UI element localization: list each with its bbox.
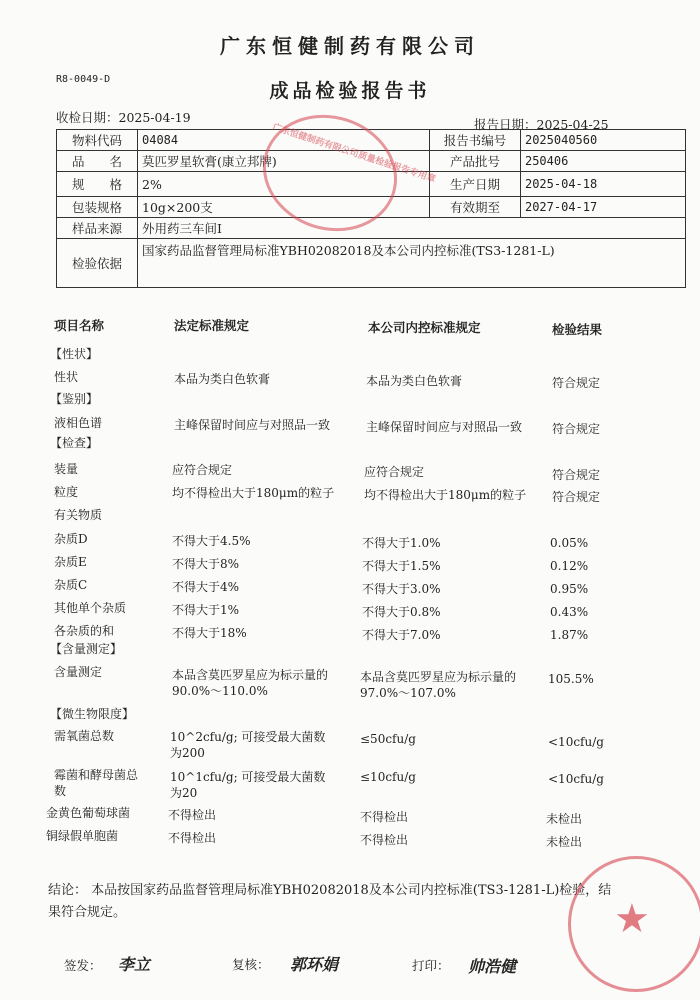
expiry-value: 2027-04-17	[520, 197, 685, 218]
row-result: 符合规定	[552, 422, 601, 436]
row-internal: ≤50cfu/g	[360, 732, 416, 746]
row-statutory: 不得大于4.5%	[172, 534, 251, 548]
row-statutory: 不得大于18%	[172, 626, 247, 640]
material-code-value: 04084	[138, 130, 430, 151]
col-result: 检验结果	[552, 322, 603, 337]
pack-value: 10g×200支	[138, 197, 430, 218]
row-result: 未检出	[546, 812, 583, 826]
batch-label: 产品批号	[429, 151, 520, 172]
row-result: 0.43%	[550, 605, 589, 619]
report-date: 报告日期：2025-04-25	[474, 117, 609, 132]
row-item: 需氧菌总数	[54, 729, 115, 743]
row-internal: 主峰保留时间应与对照品一致	[366, 420, 523, 434]
row-item: 性状	[54, 370, 79, 384]
conclusion	[48, 880, 618, 924]
row-statutory: 本品含莫匹罗星应为标示量的	[172, 668, 329, 682]
row-statutory: 为200	[170, 746, 205, 760]
row-statutory: 不得检出	[168, 831, 217, 845]
name-label: 品 名	[57, 151, 138, 172]
row-item: 金黄色葡萄球菌	[46, 806, 131, 820]
row-statutory: 90.0%～110.0%	[172, 684, 268, 698]
section-assay: 【含量测定】	[50, 642, 123, 656]
section-identification: 【鉴别】	[50, 392, 99, 406]
review-signature: 郭环娟	[290, 955, 339, 974]
row-statutory: 不得检出	[168, 808, 217, 822]
section-appearance: 【性状】	[50, 347, 99, 361]
row-internal: 不得大于3.0%	[362, 582, 441, 596]
document-number: R8-0049-D	[56, 74, 111, 85]
row-internal: 不得大于7.0%	[362, 628, 441, 642]
row-item: 杂质E	[54, 555, 87, 569]
expiry-label: 有效期至	[429, 197, 520, 218]
row-result: 1.87%	[550, 628, 589, 642]
row-item: 杂质C	[54, 578, 88, 592]
row-statutory: 不得大于8%	[172, 557, 240, 571]
spec-label: 规 格	[57, 172, 138, 197]
row-item: 粒度	[54, 485, 79, 499]
row-internal: 本品为类白色软膏	[366, 374, 463, 388]
receive-date: 收检日期：2025-04-19	[56, 110, 191, 125]
mfg-date-value: 2025-04-18	[520, 172, 685, 197]
mfg-date-label: 生产日期	[429, 172, 520, 197]
row-statutory: 均不得检出大于180μm的粒子	[172, 486, 335, 500]
basis-label: 检验依据	[57, 239, 138, 288]
qc-stamp-text: 广东恒健制药有限公司质量检验报告专用章	[270, 122, 437, 185]
source-label: 样品来源	[57, 218, 138, 239]
report-no-value: 2025040560	[520, 130, 685, 151]
report-title: 成品检验报告书	[269, 80, 431, 102]
col-internal: 本公司内控标准规定	[368, 320, 481, 335]
row-internal: 均不得检出大于180μm的粒子	[364, 488, 527, 502]
row-internal: 97.0%～107.0%	[360, 686, 456, 700]
row-result: 105.5%	[548, 672, 594, 686]
row-result: <10cfu/g	[548, 772, 604, 786]
row-result: <10cfu/g	[548, 735, 604, 749]
row-statutory: 本品为类白色软膏	[174, 372, 271, 386]
conclusion-text: 本品按国家药品监督管理局标准YBH02082018及本公司内控标准(TS3-1281-L)检验，结果符合规定。	[48, 883, 612, 920]
row-result: 未检出	[546, 835, 583, 849]
row-result: 符合规定	[552, 468, 601, 482]
row-result: 0.05%	[550, 536, 589, 550]
issue-signature: 李立	[118, 955, 151, 974]
row-item: 装量	[54, 462, 79, 476]
row-item: 杂质D	[54, 532, 88, 546]
report-no-label: 报告书编号	[429, 130, 520, 151]
row-statutory: 应符合规定	[172, 463, 233, 477]
row-internal: 不得检出	[360, 810, 409, 824]
row-statutory: 主峰保留时间应与对照品一致	[174, 418, 331, 432]
row-item: 液相色谱	[54, 416, 103, 430]
row-item: 有关物质	[54, 508, 103, 522]
row-item: 含量测定	[54, 665, 103, 679]
row-item: 各杂质的和	[54, 624, 115, 638]
row-item: 铜绿假单胞菌	[46, 829, 119, 843]
company-name: 广东恒健制药有限公司	[220, 34, 480, 58]
row-internal: 本品含莫匹罗星应为标示量的	[360, 670, 517, 684]
row-statutory: 10^1cfu/g; 可接受最大菌数	[170, 770, 326, 784]
material-code-label: 物料代码	[57, 130, 138, 151]
row-item: 霉菌和酵母菌总	[54, 768, 139, 782]
issue-label: 签发：	[64, 958, 102, 973]
section-inspection: 【检查】	[50, 436, 99, 450]
row-result: 0.12%	[550, 559, 589, 573]
row-internal: 不得大于0.8%	[362, 605, 441, 619]
col-item: 项目名称	[54, 318, 105, 333]
spec-value: 2%	[138, 172, 430, 197]
row-internal: ≤10cfu/g	[360, 770, 416, 784]
print-signature: 帅浩健	[468, 957, 517, 976]
row-statutory: 不得大于1%	[172, 603, 240, 617]
source-value: 外用药三车间Ⅰ	[138, 218, 686, 239]
row-item: 其他单个杂质	[54, 601, 127, 615]
batch-value: 250406	[520, 151, 685, 172]
conclusion-label: 结论：	[48, 883, 88, 898]
col-statutory: 法定标准规定	[174, 318, 250, 333]
row-internal: 应符合规定	[364, 465, 425, 479]
basis-value: 国家药品监督管理局标准YBH02082018及本公司内控标准(TS3-1281-L)	[138, 239, 686, 288]
row-result: 符合规定	[552, 490, 601, 504]
row-result: 符合规定	[552, 376, 601, 390]
review-label: 复核：	[232, 957, 270, 972]
row-statutory: 10^2cfu/g; 可接受最大菌数	[170, 730, 326, 744]
star-icon: ★	[614, 896, 650, 942]
row-internal: 不得大于1.0%	[362, 536, 441, 550]
print-label: 打印：	[412, 958, 450, 973]
row-result: 0.95%	[550, 582, 589, 596]
pack-label: 包装规格	[57, 197, 138, 218]
row-statutory: 为20	[170, 786, 198, 800]
row-internal: 不得大于1.5%	[362, 559, 441, 573]
name-value: 莫匹罗星软膏(康立邦牌)	[138, 151, 430, 172]
row-statutory: 不得大于4%	[172, 580, 240, 594]
row-item: 数	[54, 784, 67, 798]
row-internal: 不得检出	[360, 833, 409, 847]
section-microbial: 【微生物限度】	[50, 707, 135, 721]
